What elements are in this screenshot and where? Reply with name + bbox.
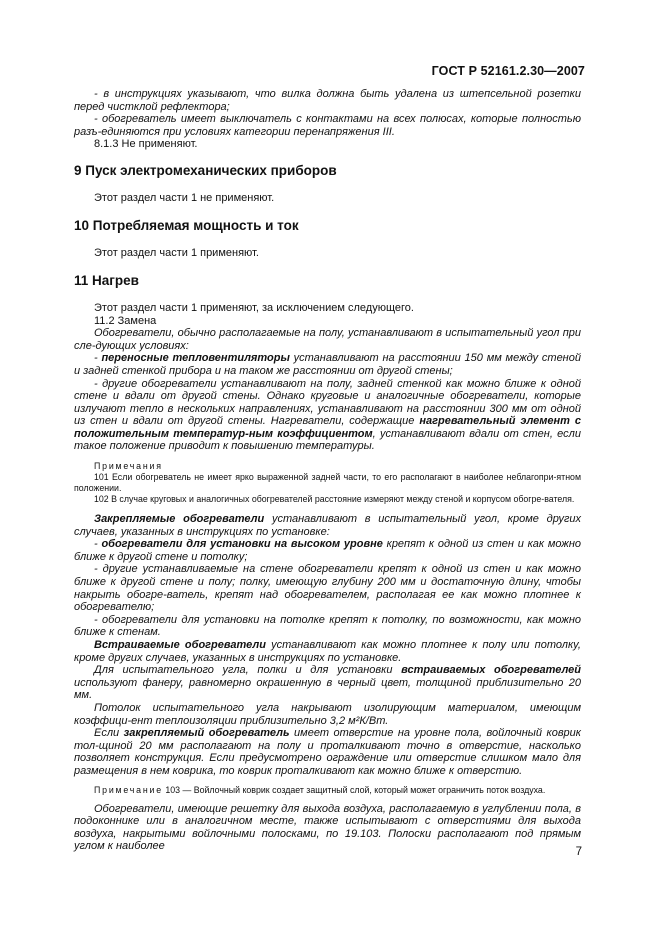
paragraph-other-heaters: - другие обогреватели устанавливают на полу, задней стенкой как можно ближе к одной стене и вдали от другой стены. Однако круговые и аналогичные обогреватели, которые излучают тепло в нескольких направлениях, устанавливают на расстоянии 300 мм от одной из стен и вдали от другой стены. Нагреватели, содержащие нагревательный элемент с положительным температур-ным коэффициентом, устанавливают вдали от стен, если такое положение приводит к повышению температуры.: [74, 377, 581, 453]
paragraph-ceiling-insulation: Потолок испытательного угла накрывают изолирующим материалом, имеющим коэффици-ент теплоизоляции приблизительно 3,2 м²К/Вт.: [74, 701, 581, 727]
intro-item-1: - в инструкциях указывают, что вилка должна быть удалена из штепсельной розетки перед чистклой рефлектора;: [74, 88, 581, 113]
paragraph-high-level-heaters: - обогреватели для установки на высоком уровне крепят к одной из стен и как можно ближе к другой стене и потолку;: [74, 538, 581, 563]
page-body: [74, 88, 581, 853]
notes-title: Примечания: [94, 461, 163, 472]
note-103: Примечание 103 — Войлочный коврик создает защитный слой, который может ограничить поток воздуха.: [94, 784, 546, 795]
note-102: 102 В случае круговых и аналогичных обогревателей расстояние измеряют между стеной и корпусом обогре-вателя.: [94, 494, 575, 505]
paragraph-portable-fan-heaters: - переносные тепловентиляторы устанавливают на расстоянии 150 мм между стеной и задней стенкой прибора и на таком же расстоянии от другой стены;: [74, 352, 581, 377]
intro-item-2: - обогреватель имеет выключатель с контактами на всех полюсах, которые полностью разъ-единяются при условиях категории перенапряжения III.: [74, 113, 581, 138]
clause-11-2: 11.2 Замена: [94, 314, 157, 327]
note-101: 101 Если обогреватель не имеет ярко выраженной задней части, то его располагают в наиболее неблагопри-ятном положении.: [74, 472, 581, 494]
standard-code: ГОСТ Р 52161.2.30—2007: [431, 64, 585, 78]
paragraph-built-in-heaters: Встраиваемые обогреватели устанавливают как можно плотнее к полу или потолку, кроме других случаев, указанных в инструкциях по установке.: [74, 639, 581, 664]
paragraph-wall-heaters: - другие устанавливаемые на стене обогреватели крепят к одной из стен и как можно ближе к другой стене и полу; полку, имеющую глубину 200 мм и достаточную длину, чтобы накрыть обогре-ватель, крепят над обогревателем, располагая ее как можно плотнее к обогревателю;: [74, 563, 581, 614]
paragraph-ceiling-heaters: - обогреватели для установки на потолке крепят к потолку, по возможности, как можно ближе к стенам.: [74, 613, 581, 639]
paragraph-test-corner: Для испытательного угла, полки и для установки встраиваемых обогревателей используют фанеру, равномерно окрашенную в черный цвет, толщиной приблизительно 20 мм.: [74, 664, 582, 702]
paragraph-fixed-heaters: Закрепляемые обогреватели устанавливают в испытательный угол, кроме других случаев, указанных в инструкциях по установке:: [74, 513, 582, 538]
section-9-heading: 9 Пуск электромеханических приборов: [74, 162, 337, 178]
section-10-text: Этот раздел части 1 применяют.: [94, 246, 259, 259]
section-11-intro: Этот раздел части 1 применяют, за исключением следующего.: [94, 301, 414, 314]
page-number: 7: [575, 846, 582, 858]
clause-8-1-3: 8.1.3 Не применяют.: [94, 138, 198, 151]
paragraph-floor-heaters: Обогреватели, обычно располагаемые на полу, устанавливают в испытательный угол при сле-дующих условиях:: [74, 327, 581, 352]
section-9-text: Этот раздел части 1 не применяют.: [94, 191, 275, 204]
section-11-heading: 11 Нагрев: [74, 273, 139, 289]
section-10-heading: 10 Потребляемая мощность и ток: [74, 218, 299, 234]
paragraph-air-grille: Обогреватели, имеющие решетку для выхода воздуха, располагаемую в углублении пола, в подоконнике или в аналогичном месте, также испытывают с отверстиями для выхода воздуха, накрытыми войлочными полосками, по 19.103. Полоски располагают под прямым углом к наиболее: [74, 802, 581, 853]
paragraph-felt-mat: Если закрепляемый обогреватель имеет отверстие на уровне пола, войлочный коврик тол-щиной 20 мм располагают на полу и проталкивают точно в отверстие, насколько позволяет конструкция. Если предусмотрено ограждение или отверстие слишком мало для размещения в нем коврика, то коврик проталкивают как можно ближе к отверстию.: [74, 727, 581, 777]
